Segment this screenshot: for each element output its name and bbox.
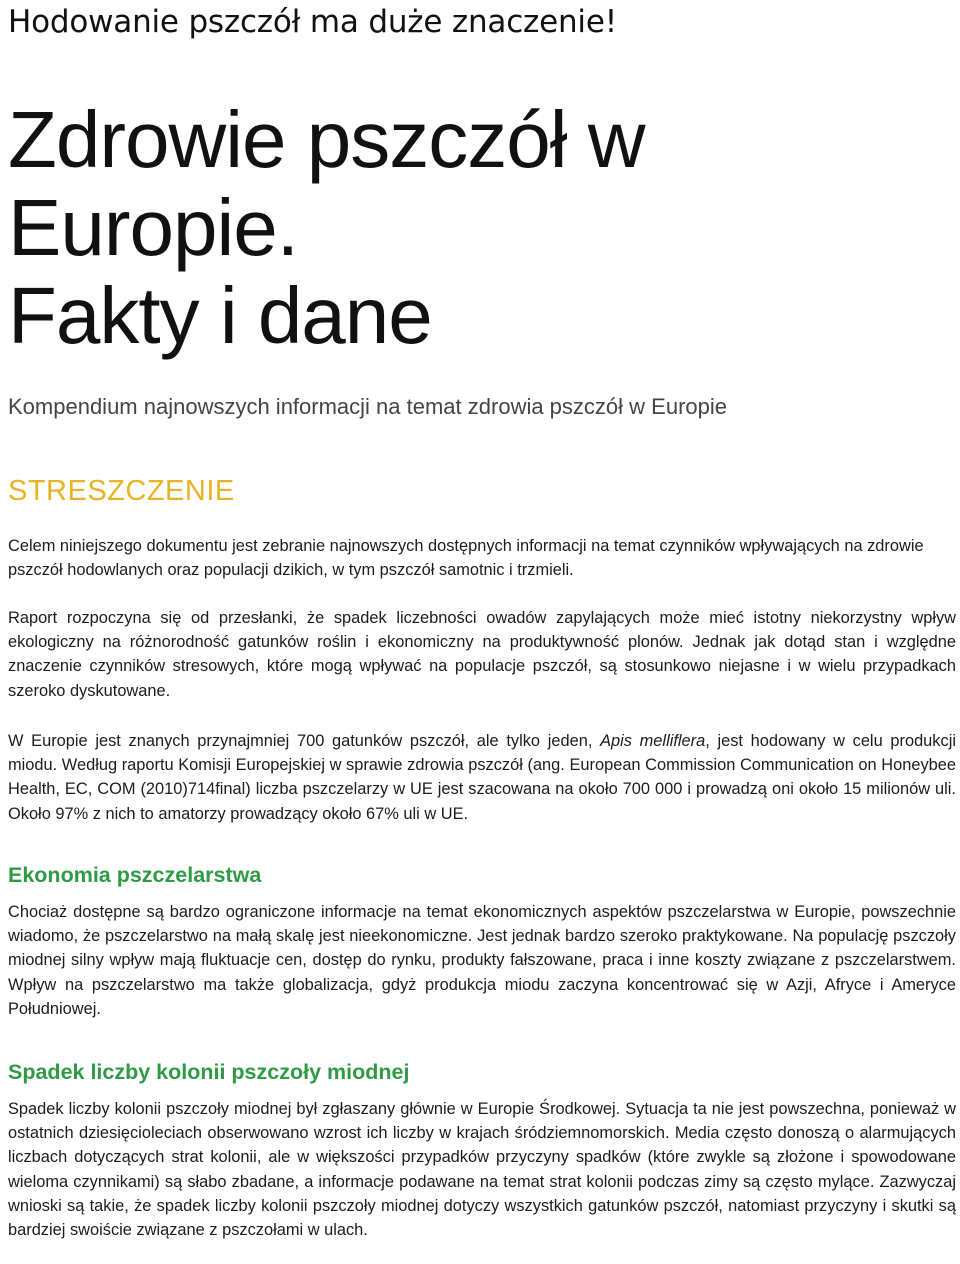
summary-paragraph-1: Celem niniejszego dokumentu jest zebranie najnowszych dostępnych informacji na temat czynników wpływających na zdrowie pszczół hodowlanych oraz populacji dzikich, w tym pszczół samotnic i trzmieli.: [8, 537, 924, 580]
section-heading-economy: Ekonomia pszczelarstwa: [8, 863, 262, 887]
main-title-line-3: Fakty i dane: [8, 271, 432, 360]
main-title-line-1: Zdrowie pszczół w: [8, 95, 645, 184]
main-title: [8, 96, 948, 360]
main-title-line-2: Europie.: [8, 183, 298, 272]
summary-paragraph-3: [8, 729, 956, 826]
site-title: Hodowanie pszczół ma duże znaczenie!: [8, 4, 617, 40]
economy-paragraph: Chociaż dostępne są bardzo ograniczone informacje na temat ekonomicznych aspektów pszczelarstwa w Europie, powszechnie wiadomo, że pszczelarstwo na małą skalę jest nieekonomiczne. Jest jednak bardzo szeroko praktykowane. Na populację pszczoły miodnej silny wpływ mają fluktuacje cen, dostęp do rynku, produkty fałszowane, praca i inne koszty związane z pszczelarstwem. Wpływ na pszczelarstwo ma także globalizacja, gdyż produkcja miodu zaczyna koncentrować się w Azji, Afryce i Ameryce Południowej.: [8, 903, 956, 1018]
colony-decline-paragraph: Spadek liczby kolonii pszczoły miodnej był zgłaszany głównie w Europie Środkowej. Sytuacja ta nie jest powszechna, ponieważ w ostatnich dziesięcioleciach obserwowano wzrost ich liczby w krajach śródziemnomorskich. Media często donoszą o alarmujących liczbach dotyczących strat kolonii, ale w większości przypadków przyczyny spadków (które zwykle są złożone i spowodowane wieloma czynnikami) są słabo zbadane, a informacje podawane na temat strat kolonii podczas zimy są często mylące. Zazwyczaj wnioski są takie, że spadek liczby kolonii pszczoły miodnej dotyczy wszystkich gatunków pszczół, natomiast przyczyny i skutki są bardziej swoiście związane z pszczołami w ulach.: [8, 1100, 956, 1240]
paragraph-3-text-end: , jest hodowany w celu produkcji miodu. Według raportu Komisji Europejskiej w sprawie zdrowia pszczół (ang. European Commission Communication on Honeybee Health, EC, COM (2010)714final) liczba pszczelarzy w UE jest szacowana na około 700 000 i prowadzą oni około 15 milionów uli. Około 97% z nich to amatorzy prowadzący około 67% uli w UE.: [8, 732, 956, 823]
document-subtitle: Kompendium najnowszych informacji na temat zdrowia pszczół w Europie: [8, 394, 727, 419]
summary-heading: STRESZCZENIE: [8, 475, 235, 507]
paragraph-3-text-start: W Europie jest znanych przynajmniej 700 gatunków pszczół, ale tylko jeden,: [8, 732, 601, 750]
species-name: Apis melliflera: [600, 732, 706, 750]
section-heading-colony-decline: Spadek liczby kolonii pszczoły miodnej: [8, 1060, 410, 1084]
summary-paragraph-2: Raport rozpoczyna się od przesłanki, że spadek liczebności owadów zapylających może mieć istotny niekorzystny wpływ ekologiczny na różnorodność gatunków roślin i ekonomiczny na produktywność plonów. Jednak jak dotąd stan i względne znaczenie czynników stresowych, które mogą wpływać na populacje pszczół, są stosunkowo niejasne i w wielu przypadkach szeroko dyskutowane.: [8, 609, 956, 700]
